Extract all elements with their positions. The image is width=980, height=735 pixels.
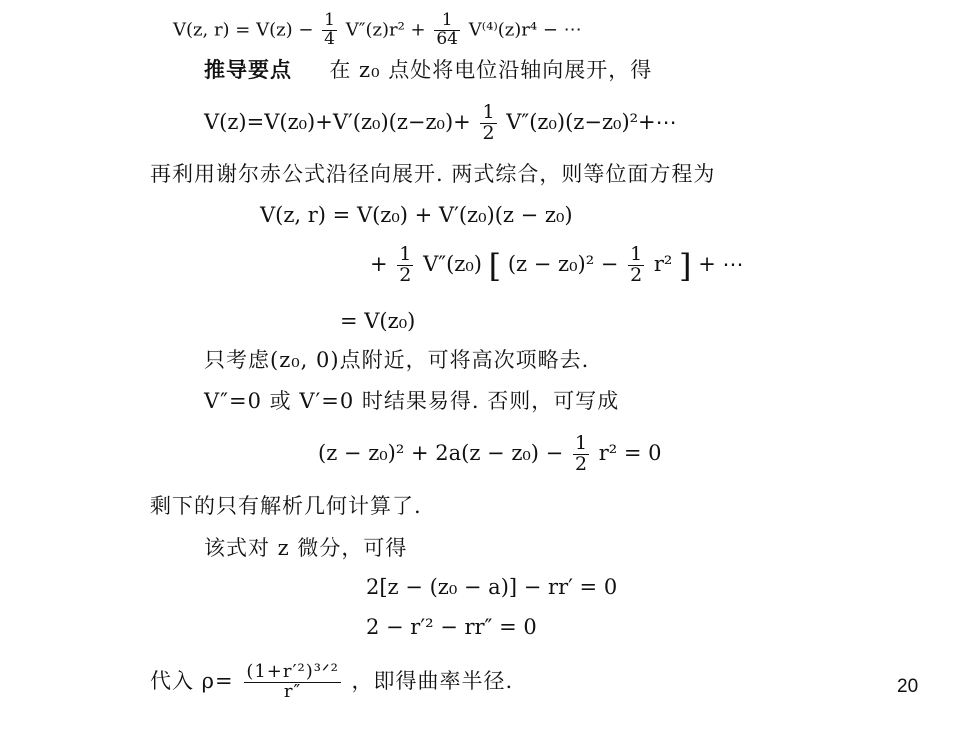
fraction: $\frac{1}{2}$ [574, 432, 588, 475]
derivation-heading: 推导要点 [204, 58, 292, 82]
equation-diff-1: 2[z − (z₀ − a)] − rr′ = 0 [366, 575, 618, 599]
paragraph-rest: 剩下的只有解析几何计算了. [150, 494, 422, 518]
final-line: 代入 ρ= $\frac{\text{(1+r′²)³ᐟ²}}{r''}$ ，即得曲率半径. [150, 661, 514, 702]
equation-equip-line3: = V(z₀) [340, 309, 416, 333]
fraction: $\frac{1}{2}$ [630, 243, 643, 286]
fraction: $\frac{1}{4}$ [324, 10, 335, 49]
equation-top: V(z, r) = V(z) − $\frac{1}{4}$ V″(z)r² + $\frac{1}{64}$ V⁽⁴⁾(z)r⁴ − ⋯ [173, 10, 582, 49]
fraction: $\frac{1}{64}$ [436, 10, 458, 49]
paragraph-near: 只考虑(z₀, 0)点附近，可将高次项略去. [204, 348, 590, 372]
page-number: 20 [897, 676, 919, 697]
paragraph-scherzer: 再利用谢尔赤公式沿径向展开. 两式综合，则等位面方程为 [150, 162, 716, 186]
fraction: $\frac{1}{2}$ [482, 101, 495, 144]
paragraph-cases: V″=0 或 V′=0 时结果易得. 否则，可写成 [204, 389, 620, 413]
curvature-fraction: $\frac{\text{(1+r′²)³ᐟ²}}{r''}$ [246, 661, 339, 702]
equation-taylor: V(z)=V(z₀)+V′(z₀)(z−z₀)+ $\frac{1}{2}$ V″(z₀)(z−z₀)²+⋯ [204, 101, 677, 144]
derivation-line [204, 60, 652, 81]
equation-quadratic: (z − z₀)² + 2a(z − z₀) − $\frac{1}{2}$ r² = 0 [318, 432, 662, 475]
equation-equip-line1: V(z, r) = V(z₀) + V′(z₀)(z − z₀) [260, 203, 573, 227]
paragraph-diff: 该式对 z 微分，可得 [204, 536, 408, 560]
equation-equip-line2: + $\frac{1}{2}$ V″(z₀) [ (z − z₀)² − $\frac{1}{2}$ r² ] + ⋯ [370, 243, 744, 286]
equation-diff-2: 2 − r′² − rr″ = 0 [366, 615, 537, 639]
fraction: $\frac{1}{2}$ [399, 243, 412, 286]
derivation-intro: 在 z₀ 点处将电位沿轴向展开，得 [329, 58, 653, 82]
